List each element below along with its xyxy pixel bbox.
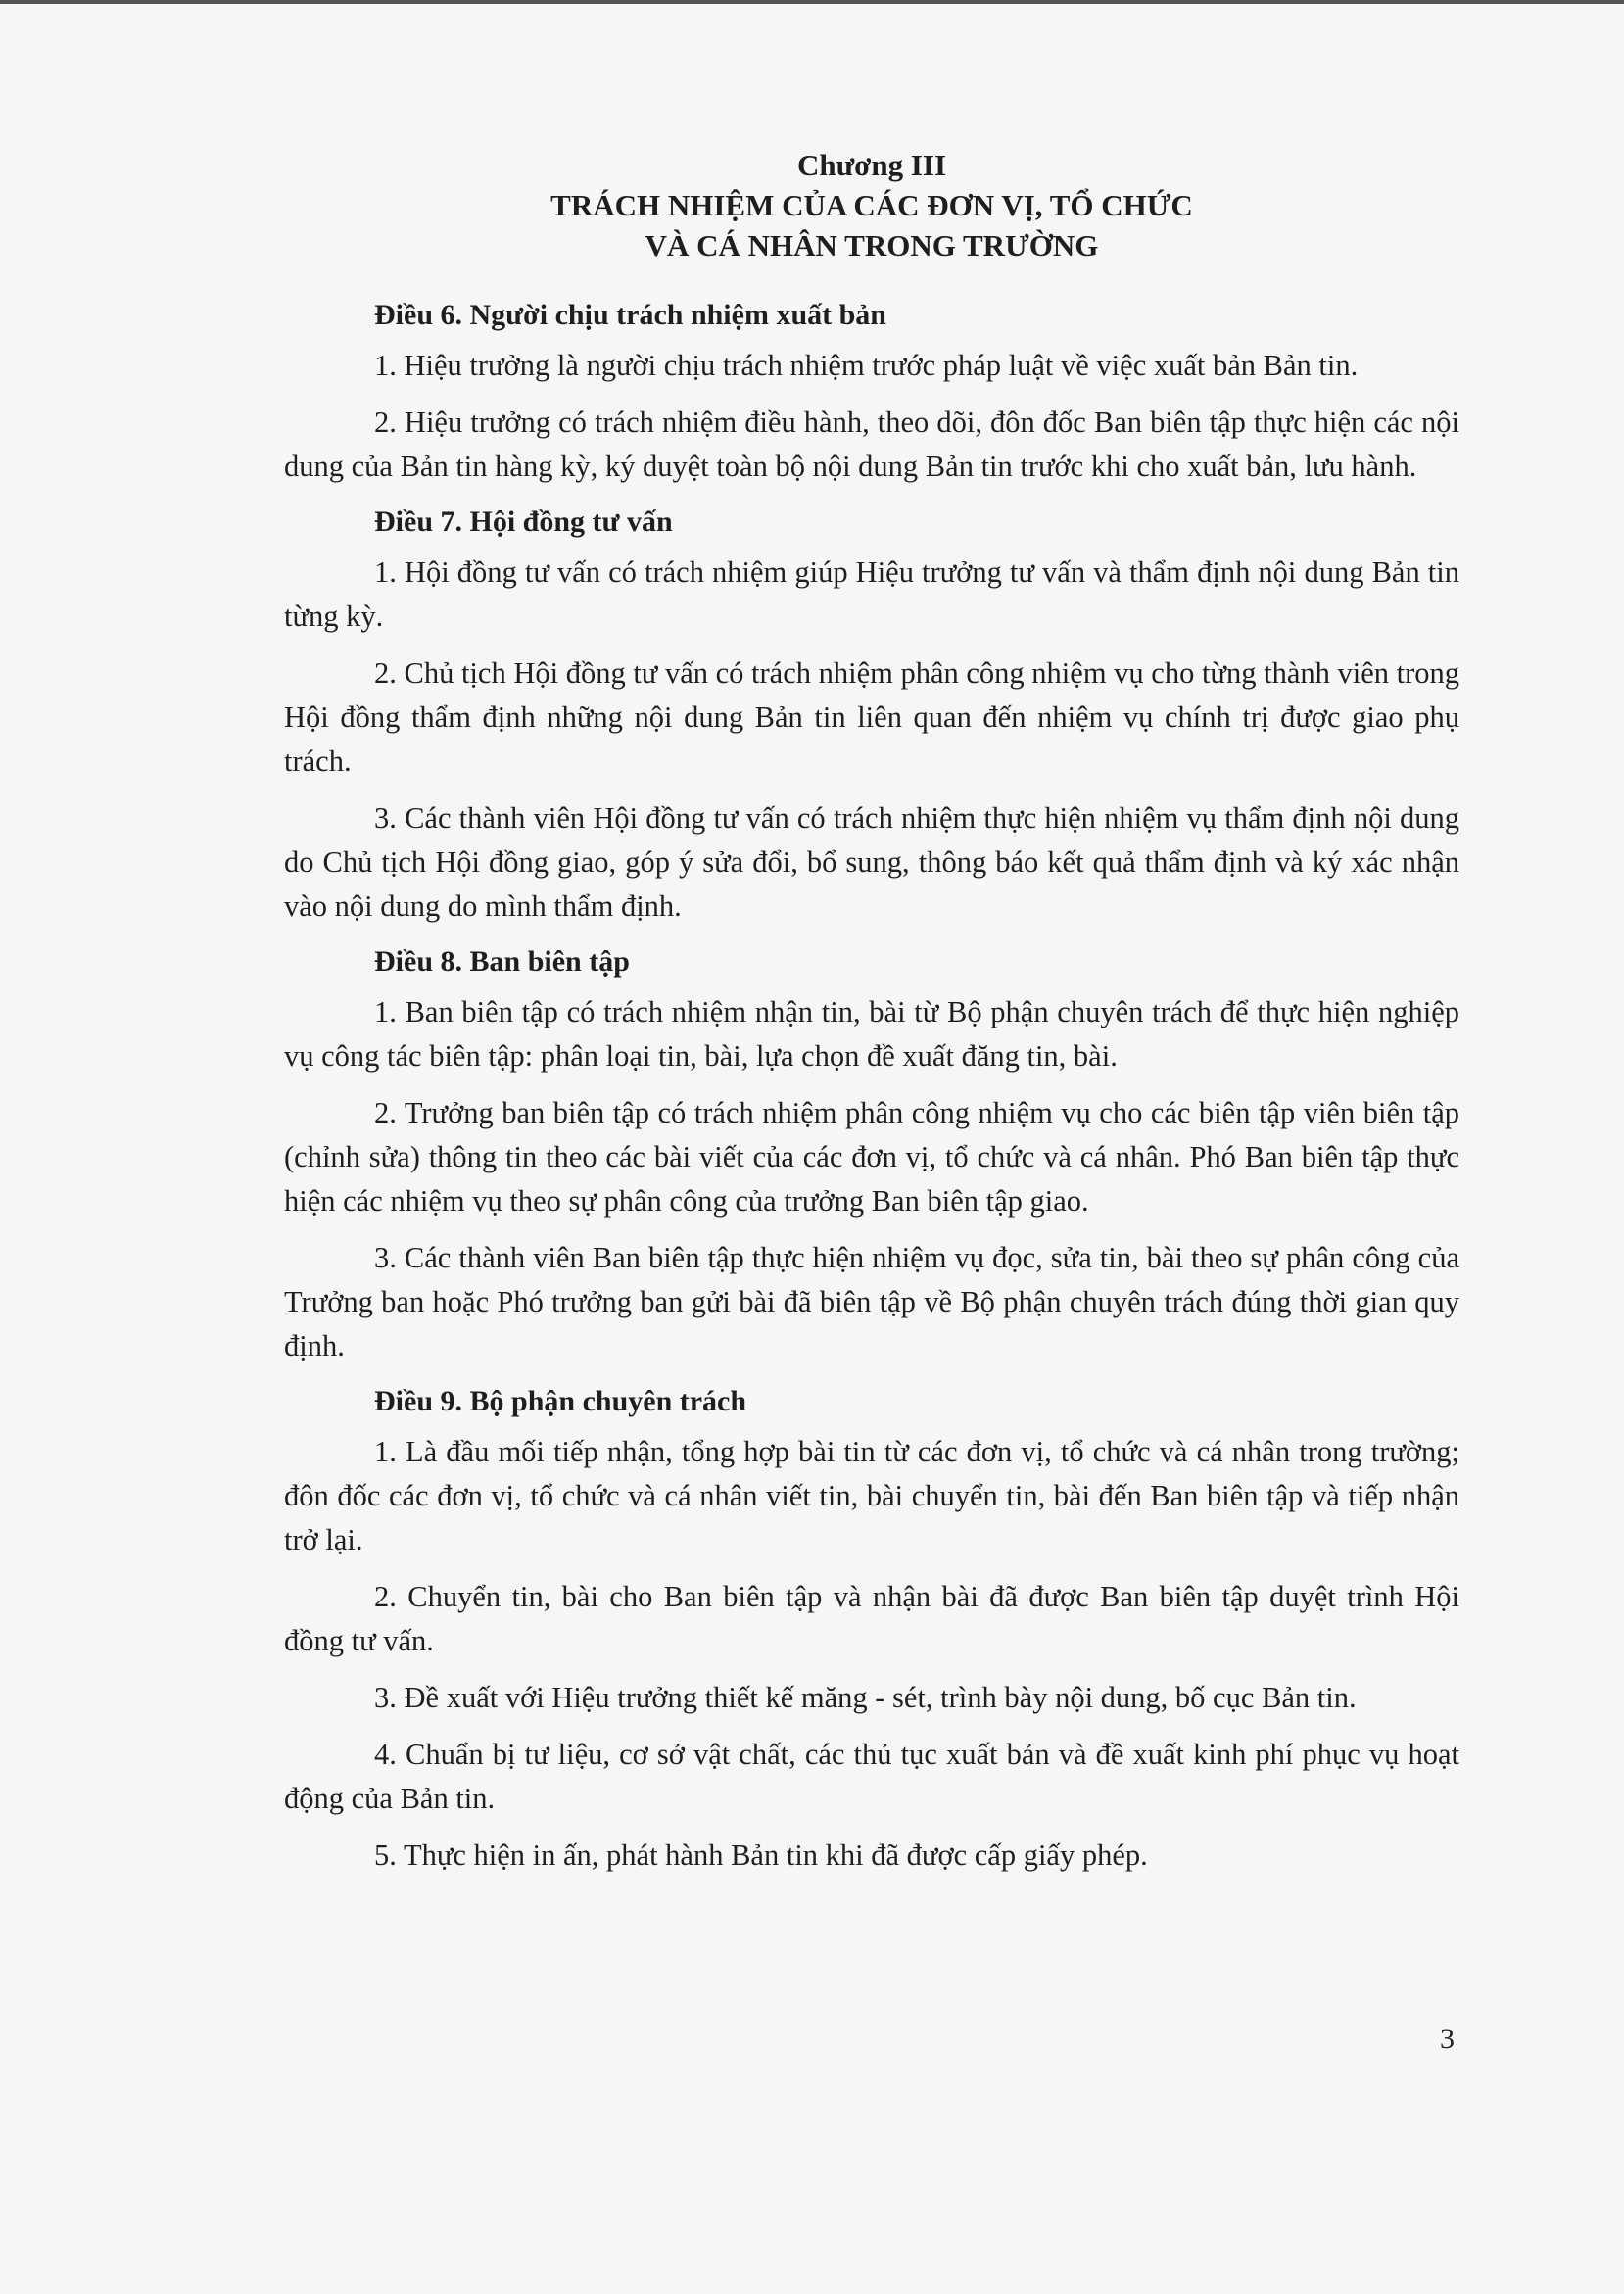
chapter-title-line-1: TRÁCH NHIỆM CỦA CÁC ĐƠN VỊ, TỔ CHỨC xyxy=(550,188,1193,222)
article-7-clause-1: 1. Hội đồng tư vấn có trách nhiệm giúp Hiệu trưởng tư vấn và thẩm định nội dung Bản tin từng kỳ. xyxy=(284,555,1459,633)
article-7-heading: Điều 7. Hội đồng tư vấn xyxy=(374,505,673,538)
article-6-clause-1: 1. Hiệu trưởng là người chịu trách nhiệm trước pháp luật về việc xuất bản Bản tin. xyxy=(374,349,1359,382)
document-page xyxy=(284,145,1459,1890)
article-9-heading: Điều 9. Bộ phận chuyên trách xyxy=(374,1385,747,1417)
chapter-title-line-2: VÀ CÁ NHÂN TRONG TRƯỜNG xyxy=(645,228,1099,263)
page-number: 3 xyxy=(1440,2023,1455,2055)
article-9-clause-1: 1. Là đầu mối tiếp nhận, tổng hợp bài tin từ các đơn vị, tổ chức và cá nhân trong trường; đôn đốc các đơn vị, tổ chức và cá nhân viết tin, bài chuyển tin, bài đến Ban biên tập và tiếp nhận trở lại. xyxy=(284,1435,1459,1556)
article-9-clause-4: 4. Chuẩn bị tư liệu, cơ sở vật chất, các thủ tục xuất bản và đề xuất kinh phí phục vụ hoạt động của Bản tin. xyxy=(284,1738,1459,1815)
article-7-clause-3: 3. Các thành viên Hội đồng tư vấn có trách nhiệm thực hiện nhiệm vụ thẩm định nội dung do Chủ tịch Hội đồng giao, góp ý sửa đổi, bổ sung, thông báo kết quả thẩm định và ký xác nhận vào nội dung do mình thẩm định. xyxy=(284,801,1459,923)
article-9-clause-2: 2. Chuyển tin, bài cho Ban biên tập và nhận bài đã được Ban biên tập duyệt trình Hội đồng tư vấn. xyxy=(284,1580,1459,1657)
article-7-clause-2: 2. Chủ tịch Hội đồng tư vấn có trách nhiệm phân công nhiệm vụ cho từng thành viên trong Hội đồng thẩm định những nội dung Bản tin liên quan đến nhiệm vụ chính trị được giao phụ trách. xyxy=(284,656,1459,778)
article-6-clause-2: 2. Hiệu trưởng có trách nhiệm điều hành, theo dõi, đôn đốc Ban biên tập thực hiện các nội dung của Bản tin hàng kỳ, ký duyệt toàn bộ nội dung Bản tin trước khi cho xuất bản, lưu hành. xyxy=(284,406,1459,483)
article-8-clause-3: 3. Các thành viên Ban biên tập thực hiện nhiệm vụ đọc, sửa tin, bài theo sự phân công của Trưởng ban hoặc Phó trưởng ban gửi bài đã biên tập về Bộ phận chuyên trách đúng thời gian quy định. xyxy=(284,1241,1459,1362)
article-9-clause-5: 5. Thực hiện in ấn, phát hành Bản tin khi đã được cấp giấy phép. xyxy=(374,1839,1148,1872)
article-9-clause-3: 3. Đề xuất với Hiệu trưởng thiết kế măng - sét, trình bày nội dung, bố cục Bản tin. xyxy=(374,1681,1357,1714)
page-top-edge xyxy=(0,0,1624,4)
article-8-clause-1: 1. Ban biên tập có trách nhiệm nhận tin, bài từ Bộ phận chuyên trách để thực hiện nghiệp vụ công tác biên tập: phân loại tin, bài, lựa chọn đề xuất đăng tin, bài. xyxy=(284,995,1459,1073)
article-8-clause-2: 2. Trưởng ban biên tập có trách nhiệm phân công nhiệm vụ cho các biên tập viên biên tập (chỉnh sửa) thông tin theo các bài viết của các đơn vị, tổ chức và cá nhân. Phó Ban biên tập thực hiện các nhiệm vụ theo sự phân công của trưởng Ban biên tập giao. xyxy=(284,1096,1459,1218)
chapter-label: Chương III xyxy=(796,148,947,182)
chapter-heading xyxy=(284,145,1459,265)
article-6-heading: Điều 6. Người chịu trách nhiệm xuất bản xyxy=(374,299,886,331)
article-8-heading: Điều 8. Ban biên tập xyxy=(374,945,630,978)
